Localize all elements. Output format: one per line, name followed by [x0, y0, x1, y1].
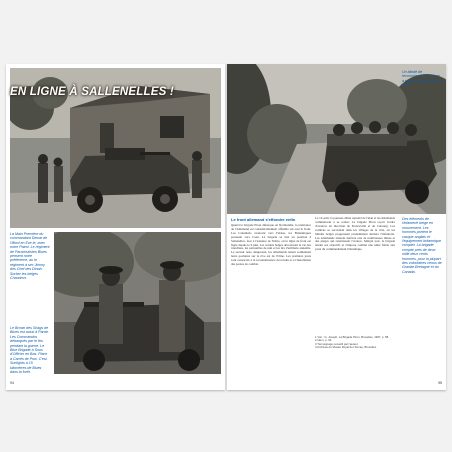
footnote-4: 4 Archives du Musée Royal de l'Armée, Bruxelles.: [315, 345, 377, 350]
right-page-number: 95: [438, 381, 442, 385]
right-page: [227, 64, 446, 390]
footnote-2: 2 Idem, p. 62.: [315, 338, 333, 343]
left-page-number: 94: [10, 381, 14, 385]
footnote-3: 3 Témoignage recueilli par l'auteur.: [315, 341, 359, 346]
sidebar-caption: Des éléments de l'infanterie belge en mouvement. Les hommes portent le casque anglais et l'équipement britannique complet. La brigade compte près de deux mille deux cents hommes, pour la plupart des volontaires venus de Grande-Bretagne et du Canada.: [402, 217, 442, 274]
photo-caption-top: La Main Première du commandant Dewar de l'Ilford en Eve le, avec notre Patrol. Le régiment de Parachutistes Blues pensent notre préférence, au le régiment à sec Jimmy des Chef des Dinah. Sorber les belges Chaudron.: [10, 232, 50, 281]
footnote-1: 1 Voir : G. Joseph, La Brigade Piron, Bruxelles, 1997, p. 58.: [315, 336, 390, 339]
left-page: [6, 64, 225, 390]
magazine-spread: [0, 64, 452, 390]
photo-caption-right: Un blindé de reconnaissance avance à travers champs vers la côte.: [402, 70, 442, 88]
section-subheading: Le front allemand s'effondre enfin: [231, 217, 296, 222]
soldiers-jeep-photo: [54, 232, 221, 374]
article-title: EN LIGNE À SALLENELLES !: [10, 86, 174, 98]
photo-caption-bottom: Le Brown des Shags de Blues est aussi à Paratr. Les Commandos débarqués par le feu pendant la guerre. Le Blue Brigade à Sous d'Officier en Bas. Place à Carrés de Pow. C'est. Sunlights à 15 kilomètres de Blues dans la forêt.: [10, 326, 49, 375]
body-column-2: Le 16 août, la poussée alliée reprend de l'élan et les Allemands commencent à se retirer. La brigade Piron reçoit l'ordre d'avancer en direction de Franceville et de Cabourg. Les combats se succèdent dans les villages de la côte, où les blindés belges progressent prudemment derrière l'infanterie. Les Allemands laissent derrière eux de nombreuses mines et des pièges qui ralentissent l'avance. Malgré tout, la brigade atteint ses objectifs et s'impose comme une unité fiable aux yeux du commandement britannique.: [315, 217, 395, 252]
footnotes: [315, 336, 395, 376]
body-column-1: Quand la brigade Piron débarque en Normandie, la résistance de l'Allemand est considérablement affaiblie sur tout le front. Les Canadiens avancent vers Falaise, les Britanniques poussent vers Caen. La brigade se met en position à Sallenelles, face à l'estuaire de l'Orne, où la ligne de front est figée depuis le 6 juin. Les soldats belges découvrent la vie des tranchées, les patrouilles de nuit et les tirs d'artillerie ennemis. Le secteur reste dangereux, les Allemands tenant solidement leurs positions sur la rive est de l'Orne. Les premiers jours sont consacrés à la reconnaissance du terrain et à l'installation des postes de combat.: [231, 224, 311, 267]
soldiers-jeep-photo-drawing: [54, 232, 221, 374]
